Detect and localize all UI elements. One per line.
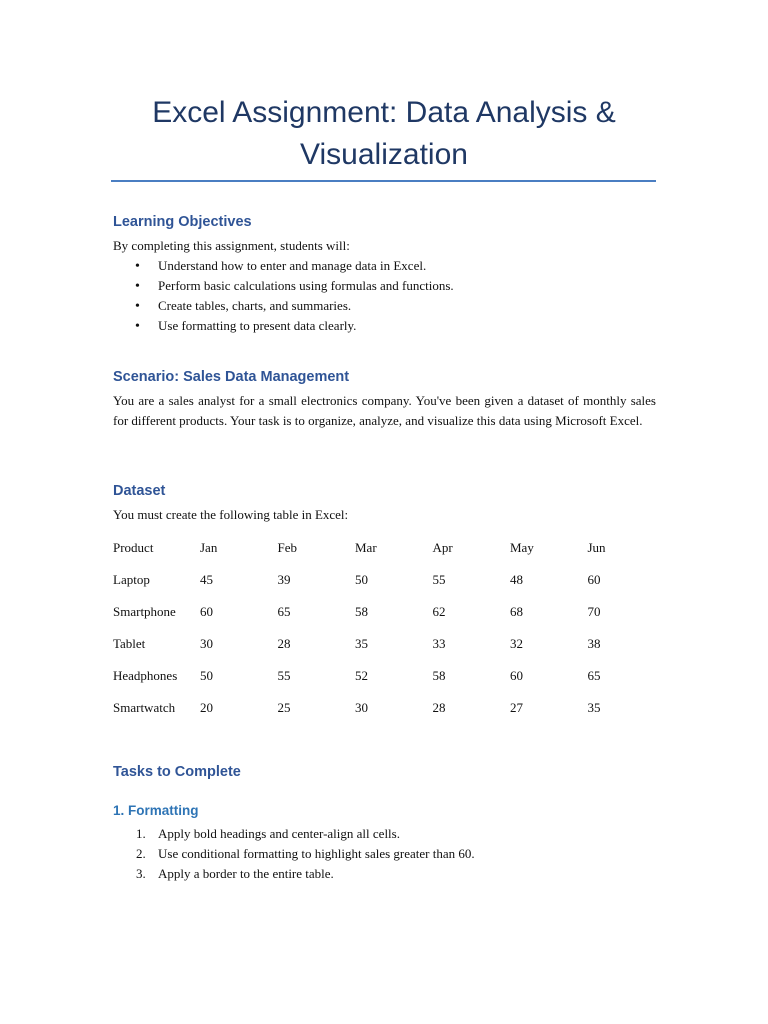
list-item: • Create tables, charts, and summaries.	[113, 296, 454, 316]
table-header-cell: Apr	[432, 540, 453, 555]
learning-objectives-heading: Learning Objectives	[113, 214, 252, 230]
table-cell: Headphones	[113, 668, 178, 683]
table-cell: Laptop	[113, 572, 150, 587]
table-cell: 65	[277, 604, 291, 619]
table-header-cell: Mar	[355, 540, 377, 555]
table-row	[113, 692, 665, 724]
table-cell: 33	[432, 636, 446, 651]
table-cell: 39	[277, 572, 291, 587]
table-row	[113, 564, 665, 596]
table-cell: 58	[355, 604, 368, 619]
formatting-heading: 1. Formatting	[113, 803, 199, 818]
learning-objectives-list	[113, 256, 454, 336]
table-cell: 52	[355, 668, 368, 683]
table-cell: 32	[510, 636, 523, 651]
table-cell: 45	[200, 572, 213, 587]
tasks-heading: Tasks to Complete	[113, 764, 241, 780]
formatting-task-list	[113, 824, 475, 884]
table-header-cell: Jan	[200, 540, 218, 555]
table-cell: 50	[355, 572, 368, 587]
table-cell: 27	[510, 700, 523, 715]
table-cell: 62	[432, 604, 446, 619]
list-item: 3. Apply a border to the entire table.	[113, 864, 475, 884]
table-cell: 60	[510, 668, 523, 683]
table-cell: 20	[200, 700, 213, 715]
table-cell: 55	[432, 572, 446, 587]
table-cell: 35	[355, 636, 368, 651]
table-header-cell: Jun	[587, 540, 606, 555]
list-number: 1.	[136, 826, 146, 841]
table-cell: 60	[200, 604, 213, 619]
table-cell: 65	[587, 668, 601, 683]
table-cell: Tablet	[113, 636, 146, 651]
list-item: • Use formatting to present data clearly.	[113, 316, 454, 336]
list-number: 3.	[136, 866, 146, 881]
table-row	[113, 596, 665, 628]
table-cell: 28	[277, 636, 291, 651]
table-cell: 70	[587, 604, 601, 619]
bullet-icon	[135, 296, 140, 317]
title-divider	[111, 180, 656, 182]
table-cell: 28	[432, 700, 446, 715]
dataset-intro: You must create the following table in Excel:	[113, 507, 349, 522]
table-cell: Smartwatch	[113, 700, 176, 715]
table-header-cell: Product	[113, 540, 154, 555]
dataset-heading: Dataset	[113, 483, 166, 499]
table-cell: 30	[200, 636, 213, 651]
table-cell: Smartphone	[113, 604, 176, 619]
list-item: • Understand how to enter and manage data in Excel.	[113, 256, 454, 276]
table-cell: 35	[587, 700, 601, 715]
table-cell: 25	[277, 700, 291, 715]
table-cell: 55	[277, 668, 291, 683]
table-cell: 60	[587, 572, 601, 587]
table-header-cell: Feb	[277, 540, 297, 555]
bullet-icon	[135, 316, 140, 337]
sales-table	[113, 532, 665, 724]
bullet-icon	[135, 276, 140, 297]
table-cell: 50	[200, 668, 213, 683]
scenario-heading: Scenario: Sales Data Management	[113, 369, 350, 385]
document-title: Excel Assignment: Data Analysis & Visualization	[152, 96, 616, 171]
table-cell: 58	[432, 668, 446, 683]
table-header-row	[113, 532, 665, 564]
table-row	[113, 660, 665, 692]
list-number: 2.	[136, 846, 146, 861]
table-cell: 68	[510, 604, 523, 619]
table-cell: 48	[510, 572, 523, 587]
table-row	[113, 628, 665, 660]
list-item: 1. Apply bold headings and center-align all cells.	[113, 824, 475, 844]
scenario-paragraph: You are a sales analyst for a small electronics company. You've been given a dataset of monthly sales for different products. Your task is to organize, analyze, and visualize this data using Microsoft Excel.	[113, 393, 656, 428]
table-header-cell: May	[510, 540, 534, 555]
learning-objectives-intro: By completing this assignment, students will:	[113, 238, 350, 253]
table-cell: 30	[355, 700, 368, 715]
table-cell: 38	[587, 636, 601, 651]
list-item: 2. Use conditional formatting to highlight sales greater than 60.	[113, 844, 475, 864]
bullet-icon	[135, 256, 140, 277]
list-item: • Perform basic calculations using formulas and functions.	[113, 276, 454, 296]
